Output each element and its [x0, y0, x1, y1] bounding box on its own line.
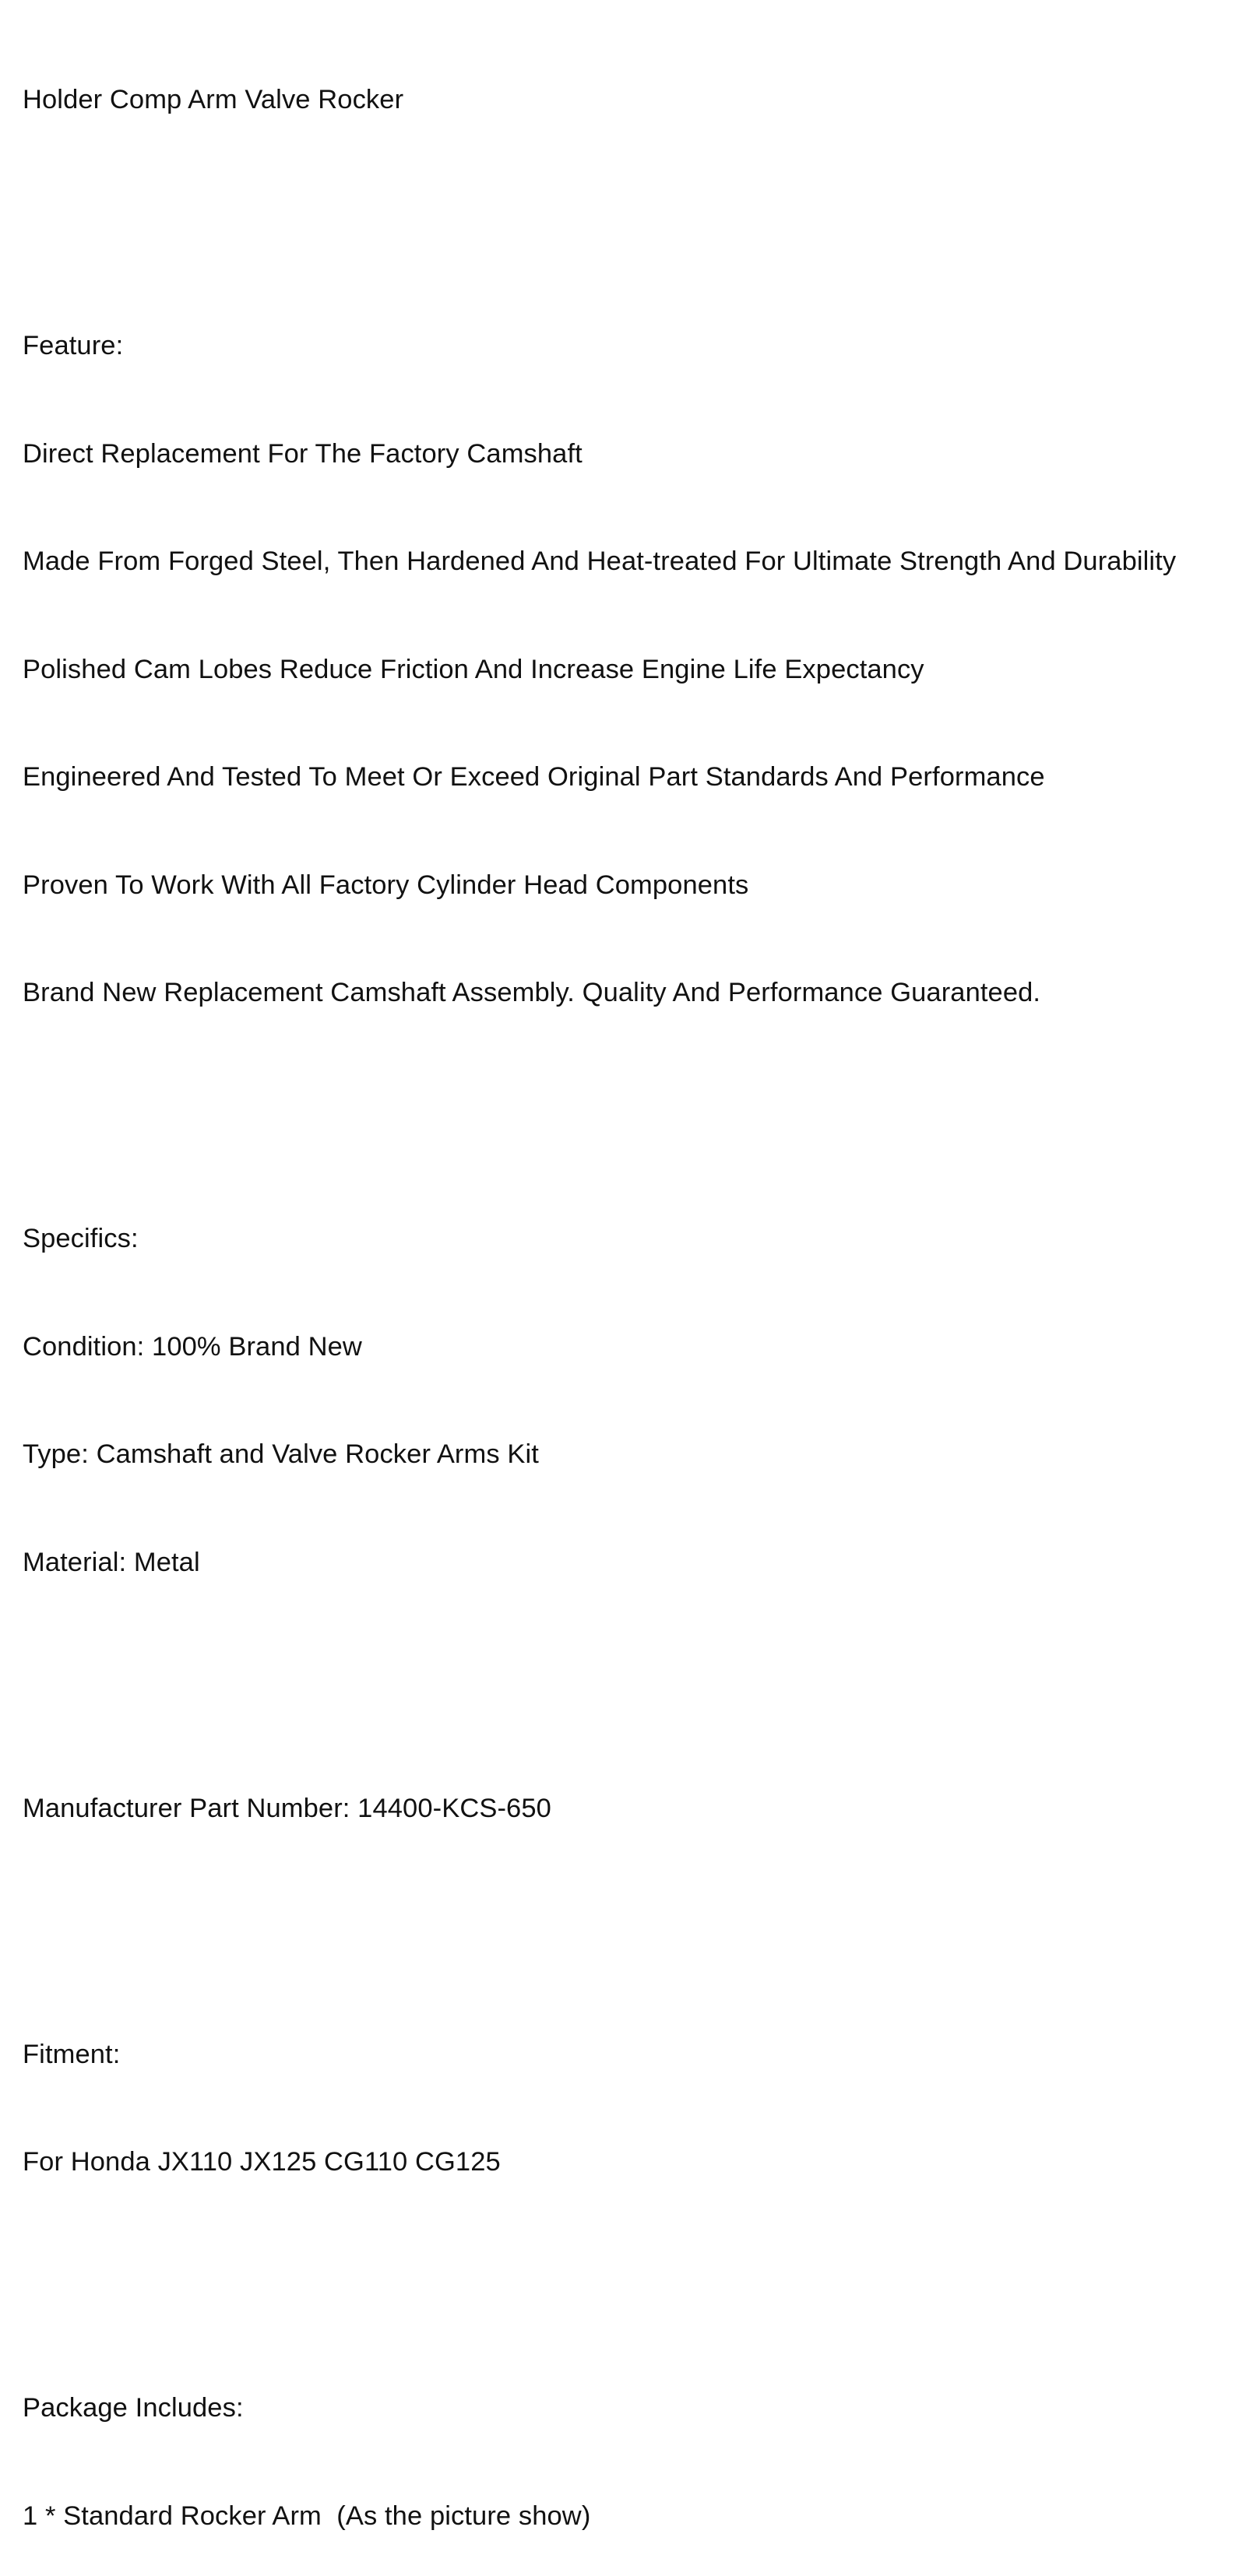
product-description — [23, 22, 1237, 2576]
spacer — [23, 1899, 1237, 1946]
feature-heading: Feature: — [23, 331, 124, 360]
spacer — [23, 1084, 1237, 1131]
spacer — [23, 2253, 1237, 2300]
feature-item: Proven To Work With All Factory Cylinder Head Components — [23, 870, 749, 900]
product-title: Holder Comp Arm Valve Rocker — [23, 85, 404, 114]
fitment-item: For Honda JX110 JX125 CG110 CG125 — [23, 2147, 501, 2177]
spacer — [23, 191, 1237, 238]
package-heading: Package Includes: — [23, 2393, 244, 2423]
specifics-item: Condition: 100% Brand New — [23, 1331, 362, 1362]
feature-item: Brand New Replacement Camshaft Assembly. Quality And Performance Guaranteed. — [23, 978, 1041, 1007]
feature-item: Direct Replacement For The Factory Camshaft — [23, 438, 583, 469]
feature-item: Made From Forged Steel, Then Hardened And Heat-treated For Ultimate Strength And Durability — [23, 546, 1177, 576]
specifics-item: Type: Camshaft and Valve Rocker Arms Kit — [23, 1439, 539, 1469]
feature-item: Polished Cam Lobes Reduce Friction And Increase Engine Life Expectancy — [23, 654, 924, 684]
package-item: 1 * Standard Rocker Arm (As the picture show) — [23, 2500, 591, 2531]
feature-item: Engineered And Tested To Meet Or Exceed Original Part Standards And Performance — [23, 762, 1045, 792]
part-number: Manufacturer Part Number: 14400-KCS-650 — [23, 1793, 551, 1823]
specifics-item: Material: Metal — [23, 1547, 200, 1577]
fitment-heading: Fitment: — [23, 2039, 121, 2069]
specifics-heading: Specifics: — [23, 1224, 139, 1253]
spacer — [23, 1653, 1237, 1700]
